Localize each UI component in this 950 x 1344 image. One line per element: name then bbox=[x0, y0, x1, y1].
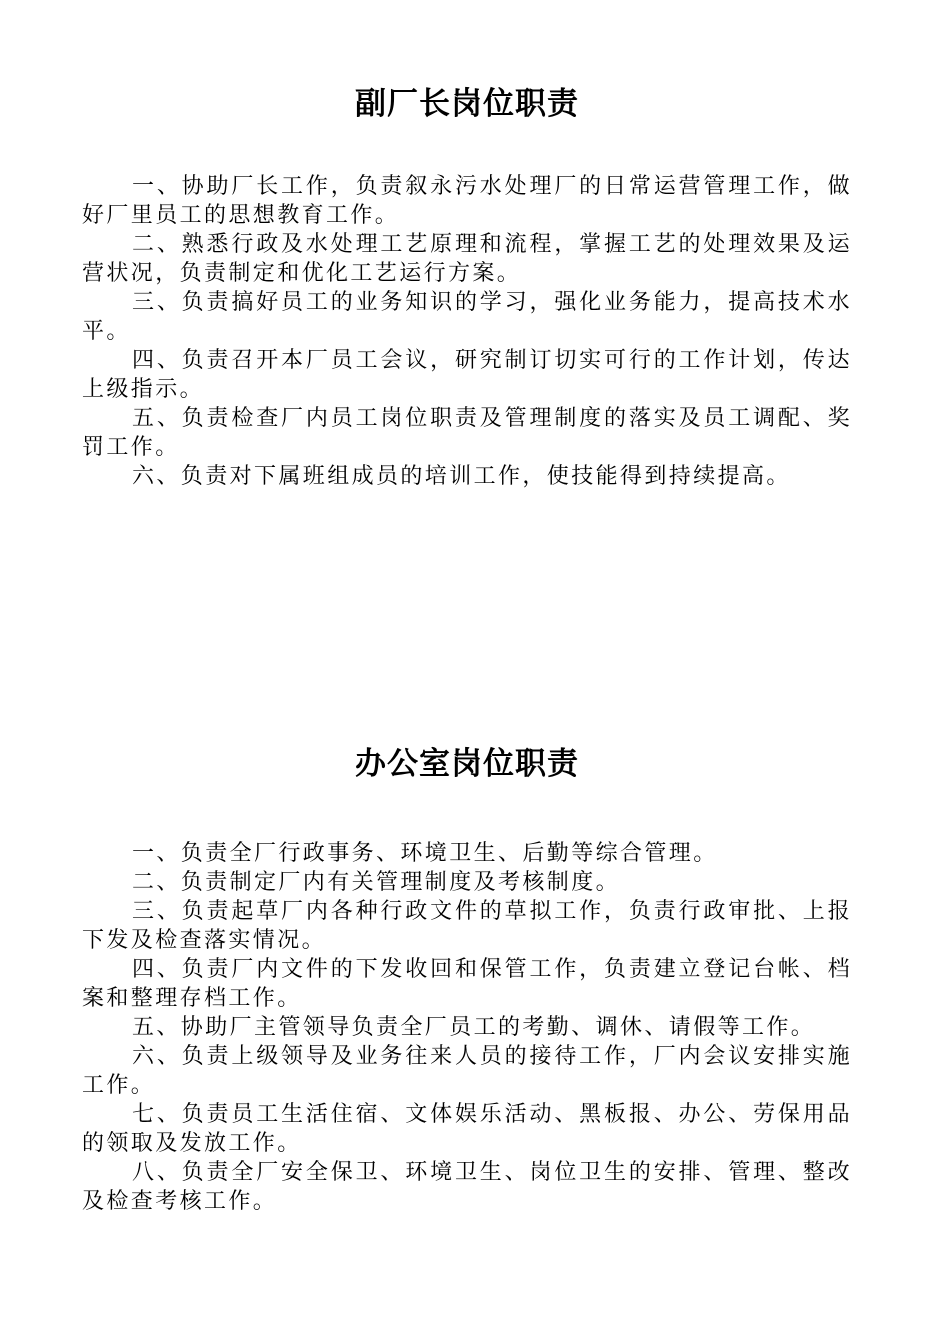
duty-item: 四、负责厂内文件的下发收回和保管工作，负责建立登记台帐、档案和整理存档工作。 bbox=[82, 957, 852, 1011]
duty-item: 三、负责搞好员工的业务知识的学习，强化业务能力，提高技术水平。 bbox=[82, 290, 852, 344]
duty-item: 一、协助厂长工作，负责叙永污水处理厂的日常运营管理工作，做好厂里员工的思想教育工作。 bbox=[82, 174, 852, 228]
duty-item: 三、负责起草厂内各种行政文件的草拟工作，负责行政审批、上报下发及检查落实情况。 bbox=[82, 899, 852, 953]
duty-item: 七、负责员工生活住宿、文体娱乐活动、黑板报、办公、劳保用品的领取及发放工作。 bbox=[82, 1102, 852, 1156]
deputy-director-duties-section bbox=[82, 82, 852, 491]
duty-list bbox=[82, 172, 852, 491]
duty-item: 一、负责全厂行政事务、环境卫生、后勤等综合管理。 bbox=[132, 841, 718, 866]
duty-item: 二、熟悉行政及水处理工艺原理和流程，掌握工艺的处理效果及运营状况，负责制定和优化工艺运行方案。 bbox=[82, 232, 852, 286]
section-title: 办公室岗位职责 bbox=[355, 746, 579, 782]
duty-item: 五、负责检查厂内员工岗位职责及管理制度的落实及员工调配、奖罚工作。 bbox=[82, 406, 852, 460]
duty-item: 二、负责制定厂内有关管理制度及考核制度。 bbox=[132, 870, 621, 895]
section-title: 副厂长岗位职责 bbox=[355, 86, 579, 122]
duty-item: 六、负责上级领导及业务往来人员的接待工作，厂内会议安排实施工作。 bbox=[82, 1044, 852, 1098]
office-duties-section bbox=[82, 742, 852, 1216]
duty-item: 五、协助厂主管领导负责全厂员工的考勤、调休、请假等工作。 bbox=[132, 1015, 816, 1040]
duty-item: 八、负责全厂安全保卫、环境卫生、岗位卫生的安排、管理、整改及检查考核工作。 bbox=[82, 1160, 852, 1214]
duty-item: 六、负责对下属班组成员的培训工作，使技能得到持续提高。 bbox=[132, 464, 791, 489]
duty-list bbox=[82, 839, 852, 1216]
duty-item: 四、负责召开本厂员工会议，研究制订切实可行的工作计划，传达上级指示。 bbox=[82, 348, 852, 402]
